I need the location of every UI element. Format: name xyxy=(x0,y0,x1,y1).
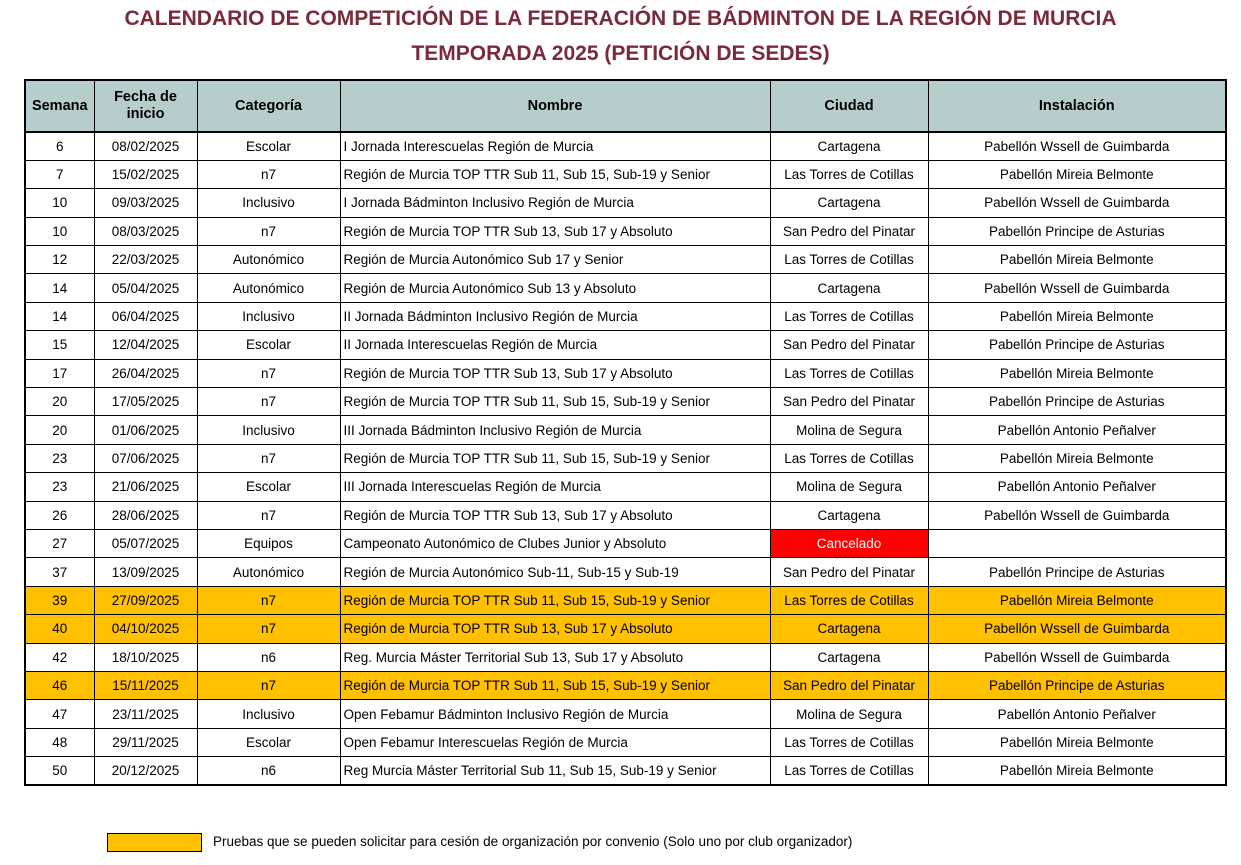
cell-fecha: 09/03/2025 xyxy=(94,189,197,217)
cell-fecha: 07/06/2025 xyxy=(94,444,197,472)
cell-instalacion: Pabellón Wssell de Guimbarda xyxy=(928,501,1226,529)
header-semana: Semana xyxy=(25,80,94,132)
cell-ciudad: Cartagena xyxy=(770,643,928,671)
cell-categoria: Inclusivo xyxy=(197,189,340,217)
header-instalacion: Instalación xyxy=(928,80,1226,132)
cell-categoria: Autonómico xyxy=(197,246,340,274)
cell-categoria: n6 xyxy=(197,757,340,785)
table-row xyxy=(25,529,1226,557)
cell-categoria: n7 xyxy=(197,615,340,643)
cell-semana: 47 xyxy=(25,700,94,728)
cell-fecha: 21/06/2025 xyxy=(94,473,197,501)
cell-ciudad: Molina de Segura xyxy=(770,700,928,728)
cell-fecha: 15/11/2025 xyxy=(94,671,197,699)
table-row xyxy=(25,473,1226,501)
cell-nombre: I Jornada Interescuelas Región de Murcia xyxy=(340,132,770,160)
cell-categoria: Equipos xyxy=(197,529,340,557)
cell-categoria: Autonómico xyxy=(197,274,340,302)
cell-semana: 37 xyxy=(25,558,94,586)
cell-fecha: 13/09/2025 xyxy=(94,558,197,586)
cell-ciudad: Las Torres de Cotillas xyxy=(770,757,928,785)
cell-instalacion: Pabellón Principe de Asturias xyxy=(928,388,1226,416)
cell-semana: 23 xyxy=(25,473,94,501)
cell-nombre: Región de Murcia TOP TTR Sub 11, Sub 15, Sub-19 y Senior xyxy=(340,671,770,699)
cell-nombre: Región de Murcia Autonómico Sub 13 y Absoluto xyxy=(340,274,770,302)
cell-semana: 39 xyxy=(25,586,94,614)
table-row xyxy=(25,331,1226,359)
table-row xyxy=(25,700,1226,728)
header-fecha xyxy=(94,80,197,132)
cell-nombre: Región de Murcia TOP TTR Sub 11, Sub 15, Sub-19 y Senior xyxy=(340,388,770,416)
cell-semana: 27 xyxy=(25,529,94,557)
cell-instalacion: Pabellón Mireia Belmonte xyxy=(928,246,1226,274)
cell-ciudad: Las Torres de Cotillas xyxy=(770,160,928,188)
cell-nombre: III Jornada Interescuelas Región de Murcia xyxy=(340,473,770,501)
page-title: CALENDARIO DE COMPETICIÓN DE LA FEDERACIÓN DE BÁDMINTON DE LA REGIÓN DE MURCIA xyxy=(124,7,1117,30)
cell-semana: 14 xyxy=(25,274,94,302)
cell-ciudad: Cartagena xyxy=(770,189,928,217)
cell-ciudad: Molina de Segura xyxy=(770,473,928,501)
cell-categoria: Escolar xyxy=(197,331,340,359)
cell-fecha: 12/04/2025 xyxy=(94,331,197,359)
cell-nombre: Región de Murcia TOP TTR Sub 11, Sub 15, Sub-19 y Senior xyxy=(340,160,770,188)
header-nombre: Nombre xyxy=(340,80,770,132)
cell-instalacion: Pabellón Principe de Asturias xyxy=(928,217,1226,245)
table-row xyxy=(25,444,1226,472)
cell-instalacion: Pabellón Antonio Peñalver xyxy=(928,473,1226,501)
cell-nombre: II Jornada Interescuelas Región de Murcia xyxy=(340,331,770,359)
table-row xyxy=(25,643,1226,671)
cell-nombre: Región de Murcia Autonómico Sub-11, Sub-15 y Sub-19 xyxy=(340,558,770,586)
cell-instalacion: Pabellón Principe de Asturias xyxy=(928,671,1226,699)
cell-semana: 48 xyxy=(25,728,94,756)
table-row xyxy=(25,501,1226,529)
cell-nombre: Región de Murcia TOP TTR Sub 13, Sub 17 y Absoluto xyxy=(340,217,770,245)
header-fecha-line1: Fecha de xyxy=(114,89,177,105)
cell-semana: 50 xyxy=(25,757,94,785)
cell-fecha: 27/09/2025 xyxy=(94,586,197,614)
header-fecha-line2: inicio xyxy=(126,106,165,122)
cell-ciudad: Las Torres de Cotillas xyxy=(770,359,928,387)
cell-nombre: Open Febamur Bádminton Inclusivo Región de Murcia xyxy=(340,700,770,728)
cell-ciudad: San Pedro del Pinatar xyxy=(770,217,928,245)
cell-ciudad: Las Torres de Cotillas xyxy=(770,246,928,274)
cell-ciudad: Cartagena xyxy=(770,132,928,160)
cell-ciudad: Cartagena xyxy=(770,615,928,643)
cell-fecha: 08/03/2025 xyxy=(94,217,197,245)
cell-categoria: Escolar xyxy=(197,132,340,160)
cell-ciudad: San Pedro del Pinatar xyxy=(770,331,928,359)
cell-fecha: 18/10/2025 xyxy=(94,643,197,671)
cell-nombre: Región de Murcia Autonómico Sub 17 y Senior xyxy=(340,246,770,274)
cell-instalacion: Pabellón Mireia Belmonte xyxy=(928,359,1226,387)
cell-semana: 40 xyxy=(25,615,94,643)
cell-fecha: 04/10/2025 xyxy=(94,615,197,643)
cell-instalacion xyxy=(928,529,1226,557)
cell-categoria: n7 xyxy=(197,388,340,416)
cell-nombre: Reg Murcia Máster Territorial Sub 11, Sub 15, Sub-19 y Senior xyxy=(340,757,770,785)
cell-fecha: 05/07/2025 xyxy=(94,529,197,557)
cell-ciudad: Cancelado xyxy=(770,529,928,557)
cell-instalacion: Pabellón Mireia Belmonte xyxy=(928,586,1226,614)
table-row xyxy=(25,132,1226,160)
cell-ciudad: Molina de Segura xyxy=(770,416,928,444)
legend-text: Pruebas que se pueden solicitar para cesión de organización por convenio (Solo uno por club organizador) xyxy=(213,834,853,849)
cell-instalacion: Pabellón Wssell de Guimbarda xyxy=(928,643,1226,671)
cell-fecha: 28/06/2025 xyxy=(94,501,197,529)
cell-fecha: 15/02/2025 xyxy=(94,160,197,188)
cell-ciudad: Cartagena xyxy=(770,274,928,302)
cell-instalacion: Pabellón Mireia Belmonte xyxy=(928,302,1226,330)
cell-nombre: Región de Murcia TOP TTR Sub 13, Sub 17 y Absoluto xyxy=(340,359,770,387)
table-row xyxy=(25,615,1226,643)
cell-categoria: n7 xyxy=(197,671,340,699)
cell-ciudad: San Pedro del Pinatar xyxy=(770,671,928,699)
cell-instalacion: Pabellón Antonio Peñalver xyxy=(928,416,1226,444)
cell-instalacion: Pabellón Principe de Asturias xyxy=(928,558,1226,586)
cell-instalacion: Pabellón Wssell de Guimbarda xyxy=(928,615,1226,643)
cell-instalacion: Pabellón Mireia Belmonte xyxy=(928,444,1226,472)
cell-semana: 7 xyxy=(25,160,94,188)
cell-categoria: n7 xyxy=(197,501,340,529)
header-row xyxy=(25,80,1226,132)
cell-instalacion: Pabellón Principe de Asturias xyxy=(928,331,1226,359)
cell-nombre: Región de Murcia TOP TTR Sub 13, Sub 17 y Absoluto xyxy=(340,501,770,529)
cell-semana: 20 xyxy=(25,416,94,444)
cell-categoria: n7 xyxy=(197,444,340,472)
cell-ciudad: San Pedro del Pinatar xyxy=(770,558,928,586)
cell-semana: 12 xyxy=(25,246,94,274)
cell-semana: 26 xyxy=(25,501,94,529)
table-row xyxy=(25,160,1226,188)
table-row xyxy=(25,671,1226,699)
cell-ciudad: Cartagena xyxy=(770,501,928,529)
cell-instalacion: Pabellón Mireia Belmonte xyxy=(928,728,1226,756)
cell-ciudad: San Pedro del Pinatar xyxy=(770,388,928,416)
cell-semana: 10 xyxy=(25,189,94,217)
header-categoria: Categoría xyxy=(197,80,340,132)
cell-categoria: n7 xyxy=(197,160,340,188)
cell-fecha: 23/11/2025 xyxy=(94,700,197,728)
cell-ciudad: Las Torres de Cotillas xyxy=(770,586,928,614)
cell-fecha: 20/12/2025 xyxy=(94,757,197,785)
cell-nombre: Reg. Murcia Máster Territorial Sub 13, Sub 17 y Absoluto xyxy=(340,643,770,671)
cell-semana: 23 xyxy=(25,444,94,472)
cell-nombre: Región de Murcia TOP TTR Sub 11, Sub 15, Sub-19 y Senior xyxy=(340,444,770,472)
cell-semana: 6 xyxy=(25,132,94,160)
cell-nombre: Región de Murcia TOP TTR Sub 13, Sub 17 y Absoluto xyxy=(340,615,770,643)
cell-nombre: I Jornada Bádminton Inclusivo Región de Murcia xyxy=(340,189,770,217)
cell-semana: 15 xyxy=(25,331,94,359)
cell-ciudad: Las Torres de Cotillas xyxy=(770,728,928,756)
cell-semana: 20 xyxy=(25,388,94,416)
cell-fecha: 06/04/2025 xyxy=(94,302,197,330)
table-row xyxy=(25,558,1226,586)
cell-nombre: Open Febamur Interescuelas Región de Murcia xyxy=(340,728,770,756)
cell-nombre: Región de Murcia TOP TTR Sub 11, Sub 15, Sub-19 y Senior xyxy=(340,586,770,614)
cell-categoria: Autonómico xyxy=(197,558,340,586)
cell-semana: 46 xyxy=(25,671,94,699)
table-row xyxy=(25,189,1226,217)
cell-fecha: 08/02/2025 xyxy=(94,132,197,160)
table-row xyxy=(25,757,1226,785)
cell-instalacion: Pabellón Wssell de Guimbarda xyxy=(928,274,1226,302)
cell-fecha: 17/05/2025 xyxy=(94,388,197,416)
cell-fecha: 22/03/2025 xyxy=(94,246,197,274)
cell-instalacion: Pabellón Wssell de Guimbarda xyxy=(928,132,1226,160)
cell-instalacion: Pabellón Mireia Belmonte xyxy=(928,757,1226,785)
table-row xyxy=(25,586,1226,614)
cell-semana: 17 xyxy=(25,359,94,387)
cell-semana: 10 xyxy=(25,217,94,245)
cell-categoria: n7 xyxy=(197,586,340,614)
cell-categoria: n6 xyxy=(197,643,340,671)
cell-categoria: Escolar xyxy=(197,473,340,501)
cell-nombre: II Jornada Bádminton Inclusivo Región de Murcia xyxy=(340,302,770,330)
cell-fecha: 29/11/2025 xyxy=(94,728,197,756)
cell-semana: 14 xyxy=(25,302,94,330)
cell-ciudad: Las Torres de Cotillas xyxy=(770,444,928,472)
cell-categoria: Escolar xyxy=(197,728,340,756)
cell-ciudad: Las Torres de Cotillas xyxy=(770,302,928,330)
calendar-table xyxy=(24,79,1227,786)
cell-categoria: Inclusivo xyxy=(197,700,340,728)
legend-color-swatch xyxy=(107,833,202,852)
cell-instalacion: Pabellón Mireia Belmonte xyxy=(928,160,1226,188)
table-row xyxy=(25,274,1226,302)
cell-semana: 42 xyxy=(25,643,94,671)
cell-fecha: 26/04/2025 xyxy=(94,359,197,387)
table-row xyxy=(25,302,1226,330)
cell-fecha: 05/04/2025 xyxy=(94,274,197,302)
table-row xyxy=(25,217,1226,245)
table-row xyxy=(25,246,1226,274)
header-ciudad: Ciudad xyxy=(770,80,928,132)
cell-instalacion: Pabellón Wssell de Guimbarda xyxy=(928,189,1226,217)
table-row xyxy=(25,388,1226,416)
cell-nombre: III Jornada Bádminton Inclusivo Región de Murcia xyxy=(340,416,770,444)
table-row xyxy=(25,416,1226,444)
cell-fecha: 01/06/2025 xyxy=(94,416,197,444)
cell-categoria: n7 xyxy=(197,217,340,245)
table-row xyxy=(25,728,1226,756)
cell-categoria: n7 xyxy=(197,359,340,387)
cell-categoria: Inclusivo xyxy=(197,302,340,330)
cell-nombre: Campeonato Autonómico de Clubes Junior y Absoluto xyxy=(340,529,770,557)
cell-categoria: Inclusivo xyxy=(197,416,340,444)
cell-instalacion: Pabellón Antonio Peñalver xyxy=(928,700,1226,728)
page-subtitle: TEMPORADA 2025 (PETICIÓN DE SEDES) xyxy=(411,42,830,65)
table-row xyxy=(25,359,1226,387)
